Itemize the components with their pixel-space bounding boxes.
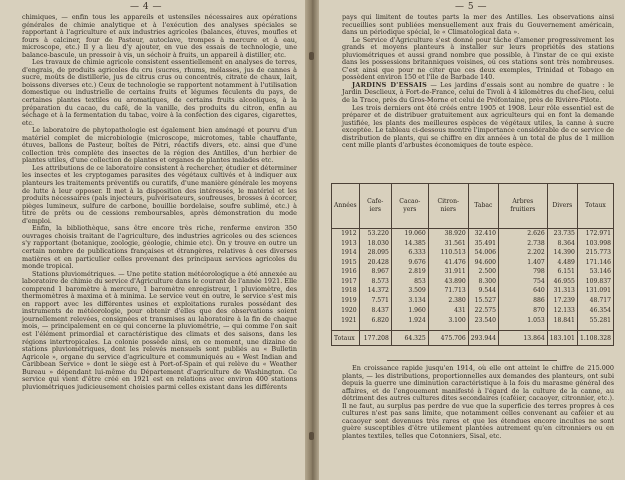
paragraph: pays qui limitent de toutes parts la mer des Antilles. Les observations ainsi recueillies sont publiées mensuellement aux frais du Gouvernement américain, dans un périodique spécial, le « Climatological data ». (342, 13, 614, 37)
table-cell: 109.837 (577, 277, 613, 287)
table-cell: 798 (498, 267, 547, 277)
column-header: Années (332, 184, 360, 229)
table-cell: 31.313 (547, 286, 577, 296)
column-header: Citron-niers (428, 184, 468, 229)
column-header: Divers (547, 184, 577, 229)
section-divider (387, 360, 557, 361)
table-cell: 183.101 (547, 331, 577, 346)
table-cell: 32.410 (468, 229, 498, 239)
table-cell: 131.091 (577, 286, 613, 296)
right-page-body-bottom (342, 365, 614, 440)
column-header: Totaux (577, 184, 613, 229)
table-cell: 20.428 (359, 258, 391, 268)
right-page-body-top (342, 14, 614, 150)
table-cell: 18.030 (359, 239, 391, 249)
table-row (332, 296, 614, 306)
table-cell: 9.544 (468, 286, 498, 296)
table-cell: 1914 (332, 248, 360, 258)
table-cell: 38.920 (428, 229, 468, 239)
table-cell: 110.513 (428, 248, 468, 258)
column-header: Cacao-yers (391, 184, 428, 229)
table-row (332, 277, 614, 287)
table-cell: 1916 (332, 267, 360, 277)
column-header: Tabac (468, 184, 498, 229)
paragraph-jardins (342, 82, 614, 105)
table-cell: 54.006 (468, 248, 498, 258)
table-cell: Totaux (332, 331, 360, 346)
distribution-table (331, 183, 614, 346)
table-cell: 43.890 (428, 277, 468, 287)
table-cell: 41.476 (428, 258, 468, 268)
table-cell: 4.489 (547, 258, 577, 268)
table-total-row (332, 331, 614, 346)
table-cell: 293.944 (468, 331, 498, 346)
table-cell: 31.561 (428, 239, 468, 249)
table-cell: 3.134 (391, 296, 428, 306)
left-page-body (22, 14, 297, 391)
table-cell: 177.208 (359, 331, 391, 346)
table-cell: 870 (498, 306, 547, 316)
table-cell: 48.717 (577, 296, 613, 306)
table-cell: 2.626 (498, 229, 547, 239)
table-cell: 22.575 (468, 306, 498, 316)
table-cell: 53.146 (577, 267, 613, 277)
table-row (332, 239, 614, 249)
table-cell: 2.500 (468, 267, 498, 277)
table-body (332, 229, 614, 331)
table-cell: 28.095 (359, 248, 391, 258)
left-page (0, 0, 305, 480)
table-cell: 55.281 (577, 315, 613, 330)
table-cell: 46.955 (547, 277, 577, 287)
table-cell: 1.053 (498, 315, 547, 330)
table-cell: 3.509 (391, 286, 428, 296)
table-cell: 64.325 (391, 331, 428, 346)
table-cell: 215.773 (577, 248, 613, 258)
table-cell: 1915 (332, 258, 360, 268)
table-row (332, 267, 614, 277)
table-header-row (332, 184, 614, 229)
paragraph-text: — Les jardins d'essais sont au nombre de quatre : le Jardin Desclieux, à Fort-de-France, celui de Tivoli à 4 kilomètres du chef-lieu, celui de la Trace, près du Gros-Morne et celui de Préfontaine, près de Rivière-Pilote. (342, 80, 614, 105)
table-cell: 1919 (332, 296, 360, 306)
column-header: Cafe-iers (359, 184, 391, 229)
table-cell: 1.407 (498, 258, 547, 268)
table-cell: 2.819 (391, 267, 428, 277)
table-cell: 1921 (332, 315, 360, 330)
table-cell: 31.911 (428, 267, 468, 277)
table-cell: 18.841 (547, 315, 577, 330)
table-row (332, 248, 614, 258)
table-cell: 2.738 (498, 239, 547, 249)
binding-hole (309, 52, 314, 60)
paragraph: Enfin, la bibliothèque, sans être encore très riche, renferme environ 350 ouvrages choisis traitant de l'agriculture, des industries agricoles ou des sciences s'y rapportant (botanique, zoologie, géologie, chimie etc). On y trouve en outre un certain nombre de publications françaises et étrangères, relatives à ces diverses matières et en particulier celles provenant des principaux services agricoles du monde tropical. (22, 224, 297, 271)
table-cell: 640 (498, 286, 547, 296)
table-row (332, 315, 614, 330)
table-cell: 14.390 (547, 248, 577, 258)
table-cell: 6.151 (547, 267, 577, 277)
right-page-number: — 5 — (455, 2, 487, 12)
table-cell: 23.540 (468, 315, 498, 330)
table-cell: 19.060 (391, 229, 428, 239)
table-cell: 7.571 (359, 296, 391, 306)
paragraph: Les attributions de ce laboratoire consistent à rechercher, étudier et déterminer les insectes et les cryptogames parasites des végétaux cultivés et à indiquer aux planteurs les traitements préventifs ou curatifs, d'une manière générale les moyens de lutte à leur opposer. Il met à la disposition des intéressés, le matériel et les produits nécessaires (pals injecteurs, pulvérisateurs, soufreuses, brosses à écorcer, pièges lumineux, sulfure de carbone, bouillie bordelaise, soufre sublimé, etc.) à titre de prêts ou de cessions remboursables, après démonstration du mode d'emploi. (22, 163, 297, 225)
table-cell: 431 (428, 306, 468, 316)
table-cell: 3.100 (428, 315, 468, 330)
table-cell: 1920 (332, 306, 360, 316)
table-cell: 853 (391, 277, 428, 287)
table-row (332, 229, 614, 239)
table-cell: 1913 (332, 239, 360, 249)
left-page-number: — 4 — (130, 2, 162, 12)
table-cell: 13.864 (498, 331, 547, 346)
paragraph-stations: Stations pluviométriques. — Une petite station météorologique a été annexée au laboratoire de chimie du service d'Agriculture dans le courant de l'année 1921. Elle comprend 1 baromètre à mercure, 1 baromètre enregistreur, 1 pluviomètre, des thermomètres à maxima et à minima. Le service veut en outre, le service s'est mis en rapport avec les différentes usines et exploitations rurales possédant des instruments de météorologie, pour obtenir d'elles que des observations soient journellement relevées, consignées et transmises au laboratoire à la fin de chaque mois, — principalement en ce qui concerne la pluviométrie, — qui comme l'on sait est l'élément primordial et caractéristique des climats et des saisons, dans les régions intertropicales. La colonie possède ainsi, en ce moment, une dizaine de stations pluviométriques, dont les relevés mensuels sont publiés au « Bulletin Agricole », organe du service d'agriculture et communiqués au « West Indian and Caribbean Service » dont le siège est à Port-of-Spain et qui relève du « Weather Bureau » dépendant lui-même du Département d'agriculture de Washington. Ce service qui vient d'être créé en 1921 est en relations avec environ 400 stations pluviométriques judicieusement choisies parmi celles existant dans les différents (22, 269, 297, 391)
table-cell: 1.924 (391, 315, 428, 330)
table-cell: 14.372 (359, 286, 391, 296)
table-cell: 1912 (332, 229, 360, 239)
table-row (332, 286, 614, 296)
table-cell: 14.385 (391, 239, 428, 249)
table-cell: 1918 (332, 286, 360, 296)
table-row (332, 306, 614, 316)
table-cell: 9.676 (391, 258, 428, 268)
table-cell: 1.960 (391, 306, 428, 316)
paragraph: Les travaux de chimie agricole consistent essentiellement en analyses de terres, d'engrais, de produits agricoles du cru (sucres, rhums, mélasses, jus de cannes à sucre, moûts de distillerie, jus de citrus crus ou concentrés, citrate de chaux, lait, boissons diverses etc.) Ceux de technologie se rapportent notamment à l'utilisation domestique ou industrielle de certains fruits et légumes féculents du pays, de certaines plantes textiles ou aromatiques, de certains fruits alcooliques, à la préparation du cacao, du café, de la vanille, des produits du citron, enfin au séchage et à la fermentation du tabac, voire à la confection des cigares, cigarettes, etc. (22, 58, 297, 127)
table-row (332, 258, 614, 268)
book-gutter (305, 0, 319, 480)
table-cell: 1.108.328 (577, 331, 613, 346)
column-header: Arbres fruitiers (498, 184, 547, 229)
table-cell: 1917 (332, 277, 360, 287)
table-cell: 6.820 (359, 315, 391, 330)
table-cell: 172.971 (577, 229, 613, 239)
table-cell: 53.220 (359, 229, 391, 239)
paragraph: chimiques, — enfin tous les appareils et ustensiles nécessaires aux opérations générales de chimie analytique et à l'exécution des analyses spéciales se rapportant à l'agriculture et aux industries agricoles (balances, étuves, moufles et fours à calciner, four de Pasteur, autoclave, trompes à mercure et à eau, microscope, etc.) Il y a lieu d'y ajouter, en vue des essais de technologie, une balance-bascule, un pressoir à vis, un séchoir à fruits, un appareil à distiller, etc. (22, 13, 297, 59)
paragraph: En croissance rapide jusqu'en 1914, où elle ont atteint le chiffre de 215.000 plants, — les distributions, proportionnelles aux demandes des planteurs, ont subi depuis la guerre une diminution caractéristique à la fois du marasme général des affaires, et de l'engouement manifesté à l'égard de la culture de la canne, au détriment des autres cultures dites secondaires (caféier, cacaoyer, citronnier, etc.). Il ne faut, au surplus pas perdre de vue que la superficie des terres propres à ces cultures n'est pas sans limite, que notamment celles convenant au caféier et au cacaoyer sont devenues très rares et que les étendues encore incultes ne sont guère susceptibles d'être utilement plantées autrement qu'en citronniers ou en plantes textiles, telles que Cotonniers, Sisal, etc. (342, 364, 614, 440)
table-cell: 8.300 (468, 277, 498, 287)
section-heading: JARDINS D'ESSAIS (352, 80, 428, 89)
table-cell: 475.706 (428, 331, 468, 346)
paragraph: Les trois derniers ont été créés entre 1905 et 1908. Leur rôle essentiel est de préparer et de distribuer gratuitement aux agriculteurs qui en font la demande justifiée, les plants des meilleures espèces de végétaux utiles, la canne à sucre exceptée. Le tableau ci-dessous montre l'importance considérable de ce service de distribution de plants, qui se chiffre en dix années à un total de plus de 1 million cent mille plants d'arbustes économiques de toute espèce. (342, 103, 614, 150)
binding-hole (309, 432, 314, 440)
paragraph: Le Service d'Agriculture s'est donné pour tâche d'amener progressivement les grands et moyens planteurs à installer sur leurs propriétés des stations pluviométriques et aussi grand nombre que possible, à l'instar de ce qui existe dans les possessions britanniques voisines, où ces stations sont très nombreuses. C'est ainsi que pour ne citer que ces deux exemples, Trinidad et Tobago en possèdent environ 150 et l'île de Barbade 140. (342, 35, 614, 82)
table-cell: 23.735 (547, 229, 577, 239)
table-cell: 8.967 (359, 267, 391, 277)
table-cell: 2.380 (428, 296, 468, 306)
paragraph: Le laboratoire de phytopathologie est également bien aménagé et pourvu d'un matériel complet de microbiologie (microscope, microtomes, table chauffante, étuves, ballons de Pasteur, boîtes de Pétri, réactifs divers, etc. ainsi que d'une collection très complète des insectes de la région des Antilles, d'un herbier de plantes utiles, d'une collection de plantes et organes de plantes malades etc. (22, 126, 297, 165)
table-cell: 754 (498, 277, 547, 287)
table-cell: 71.713 (428, 286, 468, 296)
table-cell: 2.202 (498, 248, 547, 258)
table-cell: 103.998 (577, 239, 613, 249)
table-cell: 35.491 (468, 239, 498, 249)
table-cell: 886 (498, 296, 547, 306)
table-cell: 6.333 (391, 248, 428, 258)
table-cell: 8.437 (359, 306, 391, 316)
table-cell: 8.573 (359, 277, 391, 287)
table-cell: 171.146 (577, 258, 613, 268)
table-cell: 46.354 (577, 306, 613, 316)
table-cell: 17.239 (547, 296, 577, 306)
table-cell: 12.133 (547, 306, 577, 316)
table-cell: 15.527 (468, 296, 498, 306)
table-cell: 94.600 (468, 258, 498, 268)
table-cell: 8.364 (547, 239, 577, 249)
